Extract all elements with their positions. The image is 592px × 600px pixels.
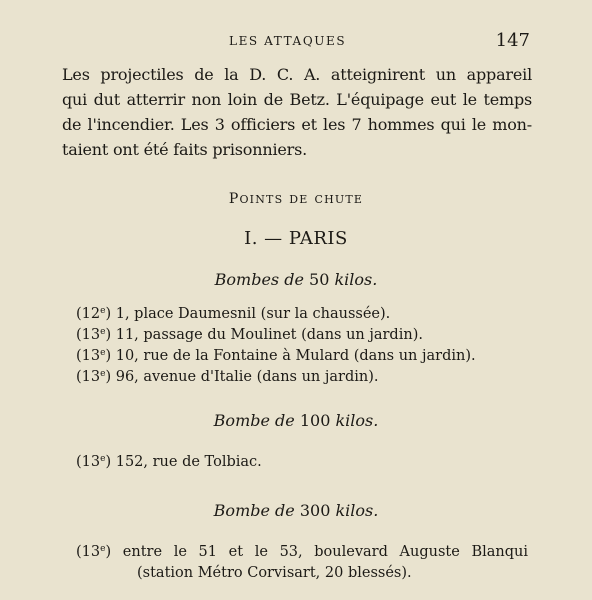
list-item: [76, 343, 536, 364]
section-title-rest: oints de chute: [239, 189, 364, 207]
group-title-300: [0, 501, 592, 520]
list-item: [76, 301, 536, 322]
group-title-suffix: kilos.: [329, 270, 378, 289]
arrondissement: (13e): [76, 369, 112, 385]
section-title-initial: P: [228, 191, 240, 207]
group-title-suffix: kilos.: [330, 501, 379, 520]
group-title-prefix: Bombe de: [213, 411, 300, 430]
address-text: entre le 51 et le 53, boulevard Auguste Blanqui: [122, 544, 529, 560]
address-text: 96, avenue d'Italie (dans un jardin).: [115, 369, 379, 385]
section-title: [0, 189, 592, 207]
address-text: 11, passage du Moulinet (dans un jardin).: [115, 327, 423, 343]
entry-continuation: (station Métro Corvisart, 20 blessés).: [137, 565, 412, 581]
intro-paragraph: [62, 62, 532, 162]
group-title-50: [0, 270, 592, 289]
running-title: LES ATTAQUES: [229, 34, 347, 48]
subsection-title: I. — PARIS: [244, 228, 348, 249]
arrondissement: (13e): [76, 348, 112, 364]
entry-first-line: [76, 539, 528, 563]
address-text: 1, place Daumesnil (sur la chaussée).: [115, 306, 391, 322]
address-text: 10, rue de la Fontaine à Mulard (dans un jardin).: [115, 348, 476, 364]
list-item: [76, 539, 536, 584]
entry-list-300: [76, 539, 536, 584]
group-title-number: 100: [299, 411, 331, 430]
arrondissement: (13e): [76, 454, 112, 470]
entry-list-100: [76, 449, 536, 470]
group-title-prefix: Bombe de: [213, 501, 300, 520]
intro-line: de l'incendier. Les 3 officiers et les 7 hommes qui le mon-: [62, 115, 532, 134]
group-title-prefix: Bombes de: [214, 270, 310, 289]
arrondissement: (12e): [76, 306, 112, 322]
list-item: [76, 364, 536, 385]
arrondissement: (13e): [76, 544, 112, 560]
entry-list-50: [76, 301, 536, 385]
group-title-suffix: kilos.: [330, 411, 379, 430]
page-number: 147: [495, 30, 530, 51]
list-item: [76, 322, 536, 343]
intro-line: taient ont été faits prisonniers.: [62, 140, 307, 159]
address-text: 152, rue de Tolbiac.: [115, 454, 262, 470]
intro-line: Les projectiles de la D. C. A. atteignirent un appareil: [62, 65, 532, 84]
list-item: [76, 449, 536, 470]
group-title-100: [0, 411, 592, 430]
group-title-number: 300: [299, 501, 331, 520]
arrondissement: (13e): [76, 327, 112, 343]
intro-line: qui dut atterrir non loin de Betz. L'équipage eut le temps: [62, 90, 532, 109]
group-title-number: 50: [309, 270, 330, 289]
